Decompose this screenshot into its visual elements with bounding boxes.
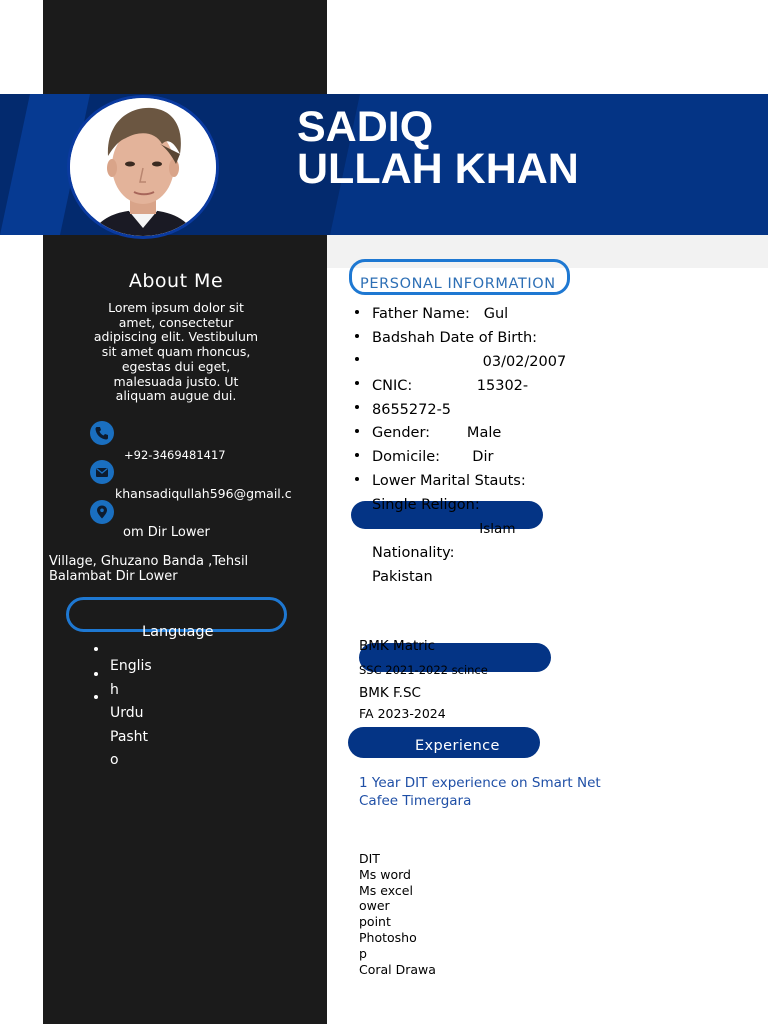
- language-bullet: [94, 672, 98, 676]
- address-line-1: om Dir Lower: [123, 525, 210, 540]
- education-line-1: BMK Matric: [359, 638, 435, 654]
- personal-info-line: Pakistan: [372, 568, 433, 585]
- name-line-1: SADIQ: [297, 103, 434, 151]
- skill-line: p: [359, 945, 367, 961]
- info-bullet: [355, 310, 359, 314]
- education-line-3: BMK F.SC: [359, 685, 421, 701]
- personal-info-line: 8655272-5: [372, 401, 452, 418]
- about-text: Lorem ipsum dolor sit amet, consectetur adipiscing elit. Vestibulum sit amet quam rhoncus, egestas dui eget, malesuada justo. Ut aliquam augue dui.: [93, 300, 259, 404]
- education-line-2: SSC 2021-2022 scince: [359, 663, 488, 677]
- personal-info-line: Single Religon:: [372, 497, 480, 514]
- skill-line: Ms word: [359, 866, 411, 882]
- personal-info-line: CNIC: 15302-: [372, 377, 529, 394]
- skill-line: DIT: [359, 851, 380, 866]
- info-bullet: [355, 453, 359, 457]
- phone-icon: [90, 421, 114, 445]
- avatar: [67, 95, 219, 239]
- personal-info-line: Gender: Male: [372, 425, 502, 442]
- personal-info-line: 03/02/2007: [372, 353, 567, 370]
- info-bullet: [355, 334, 359, 338]
- personal-info-line: Islam: [372, 521, 516, 538]
- personal-info-title: PERSONAL INFORMATION: [360, 276, 556, 292]
- personal-info-line: Father Name: Gul: [372, 306, 509, 322]
- education-line-4: FA 2023-2024: [359, 706, 446, 721]
- info-bullet: [355, 381, 359, 385]
- personal-info-line: Domicile: Dir: [372, 449, 494, 466]
- personal-info-line: Nationality:: [372, 544, 455, 561]
- address-line-2: Village, Ghuzano Banda ,Tehsil: [49, 554, 249, 569]
- info-bullet: [355, 477, 359, 481]
- language-line: Urdu: [110, 705, 144, 722]
- skills-list: [359, 851, 436, 977]
- info-bullet: [355, 405, 359, 409]
- language-bullet: [94, 647, 98, 651]
- experience-text: 1 Year DIT experience on Smart Net Cafee Timergara: [359, 775, 601, 809]
- skill-line: Coral Drawa: [359, 961, 436, 977]
- language-list: [110, 655, 152, 773]
- skill-line: Photosho: [359, 929, 417, 945]
- skill-line: Ms excel: [359, 882, 413, 898]
- info-bullet: [355, 357, 359, 361]
- about-title: About Me: [128, 270, 224, 292]
- experience-title: Experience: [415, 738, 500, 754]
- personal-info-line: Lower Marital Stauts:: [372, 473, 526, 490]
- personal-info-list: [372, 303, 566, 590]
- language-line: Pasht: [110, 728, 149, 745]
- language-line: Englis: [110, 658, 152, 674]
- info-bullet: [355, 429, 359, 433]
- language-title: Language: [142, 624, 214, 640]
- phone-number[interactable]: +92-3469481417: [124, 448, 226, 462]
- skill-line: point: [359, 914, 391, 930]
- person-name: [297, 103, 579, 193]
- personal-info-line: Badshah Date of Birth:: [372, 329, 538, 346]
- language-line: h: [110, 681, 119, 698]
- address-line-3: Balambat Dir Lower: [49, 569, 178, 584]
- profile-photo: [70, 98, 216, 236]
- email-icon: [90, 460, 114, 484]
- name-line-2: ULLAH KHAN: [297, 145, 579, 193]
- language-line: o: [110, 752, 119, 769]
- language-bullet: [94, 695, 98, 699]
- email-address[interactable]: khansadiqullah596@gmail.c: [115, 486, 292, 501]
- skill-line: ower: [359, 898, 390, 914]
- location-pin-icon: [90, 500, 114, 524]
